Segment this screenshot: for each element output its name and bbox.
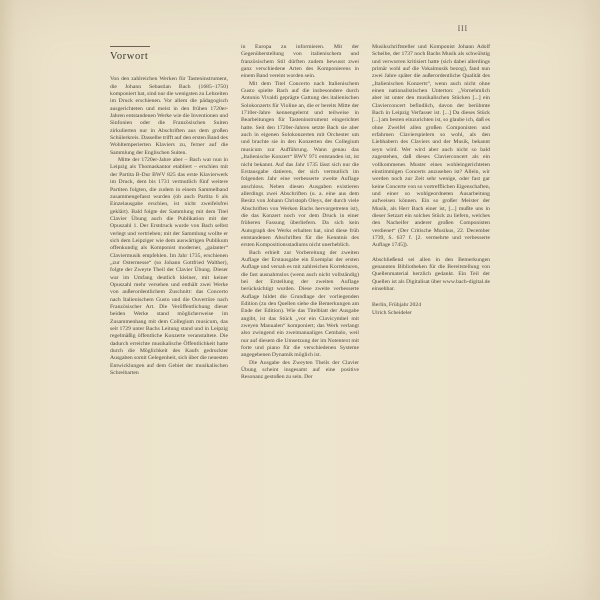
paragraph: Die Ausgabe des Zweyten Theils der Clavier Übung scheint insgesamt auf eine positive Resonanz gestoßen zu sein. Der (241, 359, 359, 381)
paragraph: Mitte der 1720er-Jahre aber – Bach war nun in Leipzig als Thomaskantor etabliert – erschien mit der Partita B-Dur BWV 825 das erste Klavierwerk im Druck, dem bis 1731 vermutlich fünf weitere Partiten folgten, die zudem in einem Sammelband zusammengefasst wurden (ob auch Partita 6 als Einzelausgabe erschien, ist nicht zweifelsfrei geklärt). Bald folgte der Sammlung mit dem Titel Clavier Übung auch die Publikation mit der Opuszahl 1. Der Erstdruck wurde von Bach selbst verlegt und vertrieben; mit der Sammlung wollte er sich dem Leipziger wie dem auswärtigen Publikum offenkundig als Komponist moderner, „galanter“ Claviermusik empfehlen. Im Jahr 1735, erschienen „zur Ostermesse“ (so Johann Gottfried Walther), folgte der Zweyte Theil der Clavier Übung. Dieser war im Umfang deutlich kleiner, mit keiner Opuszahl mehr versehen und enthält zwei Werke von außerordentlichem Zuschnitt: das Concerto nach Italienischem Gusto und die Ouvertüre nach Französischer Art. Die Veröffentlichung dieser beiden Werke stand möglicherweise im Zusammenhang mit dem Collegium musicum, das seit 1729 unter Bachs Leitung stand und in Leipzig regelmäßig öffentliche Konzerte veranstaltete. Die dadurch erreichte musikalische Öffentlichkeit hatte durch die Möglichkeit des Kaufs gedruckter Ausgaben somit Gelegenheit, sich über die neuesten Entwicklungen auf dem Gebiet der musikalischen Schreibarten (110, 157, 228, 377)
signature-block (372, 302, 490, 317)
paragraph: Mit dem Titel Concerto nach Italienischem Gusto spielte Bach auf die insbesondere durch Antonio Vivaldi geprägte Gattung des italienischen Solokonzerts für Violine an, die er bereits Mitte der 1710er-Jahre kennengelernt und teilweise in Bearbeitungen für Tasteninstrument eingerichtet hatte. Seit den 1720er-Jahren setzte Bach sie aber auch in eigenen Solokonzerten mit Orchester um und brachte sie in den Konzerten des Collegium musicum zur Aufführung. Wann genau das „Italienische Konzert“ BWV 971 entstanden ist, ist nicht bekannt. Auf das Jahr 1735 lässt sich nur die Erstausgabe datieren, der sich vermutlich im folgenden Jahr eine verbesserte zweite Auflage anschloss. Neben diesen Ausgaben existieren allerdings zwei Abschriften (u. a. eine aus dem Besitz von Johann Christoph Oleys, der durch viele Abschriften von Werken Bachs hervorgetreten ist), die das Konzert noch vor dem Druck in einer früheren Fassung überliefern. Da sich kein Autograph des Werks erhalten hat, sind diese früh entstandenen Abschriften für die Kenntnis des ersten Kompositionsstadiums nicht unerheblich. (241, 80, 359, 249)
text-column-1 (110, 44, 228, 382)
paragraph: Von den zahlreichen Werken für Tasteninstrument, die Johann Sebastian Bach (1685–1750) komponiert hat, sind nur die wenigsten zu Lebzeiten im Druck erschienen. Vor allem die pädagogisch ausgerichteten und meist in den frühen 1720er-Jahren entstandenen Werke wie die Inventionen und Sinfonien oder die Französischen Suiten zirkulierten nur in Abschriften aus dem großen Schülerkreis. Dasselbe trifft auf den ersten Band des Wohltemperierten Klaviers zu, ferner auf die Sammlung der Englischen Suiten. (110, 76, 229, 156)
page-title: Vorwort (110, 51, 149, 62)
signature-place-date: Berlin, Frühjahr 2024 (372, 302, 422, 309)
text-column-2 (241, 44, 359, 382)
paragraph: Bach erhielt zur Vorbereitung der zweiten Auflage der Erstausgabe ein Exemplar der ersten Auflage und versah es mit zahlreichen Korrekturen, die fast ausnahmslos (wenn auch nicht vollständig) bei der Erstellung der zweiten Auflage berücksichtigt wurden. Diese zweite verbesserte Auflage bildet die Grundlage der vorliegenden Edition (zu den Quellen siehe die Bemerkungen am Ende der Edition). Wie das Titelblatt der Ausgabe angibt, ist das Stück „vor ein Clavicymbel mit zweyen Manualen“ komponiert; das Werk verlangt also zwingend ein zweimanualiges Cembalo, weil nur auf diesem die Umsetzung der im Notentext mit forte und piano für die verschiedenen Systeme angegebenen Dynamik möglich ist. (241, 249, 359, 359)
text-column-3 (372, 44, 490, 382)
heading-rule (110, 46, 150, 47)
paragraph-continuation: in Europa zu informieren. Mit der Gegenüberstellung von italienischem und französischem Stil dürften zudem bewusst zwei ganz verschiedene Arten des Komponierens in einem Band vereint worden sein. (241, 44, 359, 80)
preface-content (110, 44, 490, 382)
acknowledgements-paragraph: Abschließend sei allen in den Bemerkungen genannten Bibliotheken für die Bereitstellung von Quellenmaterial herzlich gedankt. Ein Teil der Quellen ist als Digitalisat über www.bach-digital.de einsehbar. (372, 256, 490, 292)
signature-author: Ulrich Scheideler (372, 309, 412, 316)
paragraph-continuation: Musikschriftsteller und Komponist Johann Adolf Scheibe, der 1737 noch Bachs Musik als schwülstig und verworren kritisiert hatte (sich dabei allerdings primär wohl auf die Vokalmusik bezog), fand nun zwei Jahre später die außerordentliche Qualität des „Italienischen Konzerts“, wenn auch nicht ohne einen nationalistischen Unterton: „Vornehmlich aber ist unter den musikalischen Stücken [...] ein Clavierconcert befindlich, davon der berühmte Bach in Leipzig Verfasser ist. [...] Da dieses Stück [...] am besten einzurichten ist, so glaube ich, daß es ohne Zweifel allen großen Componisten und erfahrnen Clavierspielern so wohl, als den Liebhabern des Claviers und der Musik, bekannt seyn wird. Wer wird aber auch nicht so bald zugestehen, daß dieses Clavierconcert als ein vollkommenes Muster eines wohleingerichteten einstimmigen Concerts anzusehen ist? Allein, wir werden noch zur Zeit sehr wenige, oder fast gar keine Concerte von so vortrefflichen Eigenschaften, und einer so wohlgeordneten Ausarbeitung aufweisen können. Ein so großer Meister der Musik, als Herr Bach einer ist, [...] mußte uns in dieser Setzart ein solches Stück zu liefern, welches den Nacheifer anderer großen Componisten verdienet“ (Der Critische Musikus, 22. December 1739, S. 637 f. [2. vermehrte und verbesserte Auflage 1745]). (372, 44, 490, 249)
page-number: III (457, 24, 468, 33)
